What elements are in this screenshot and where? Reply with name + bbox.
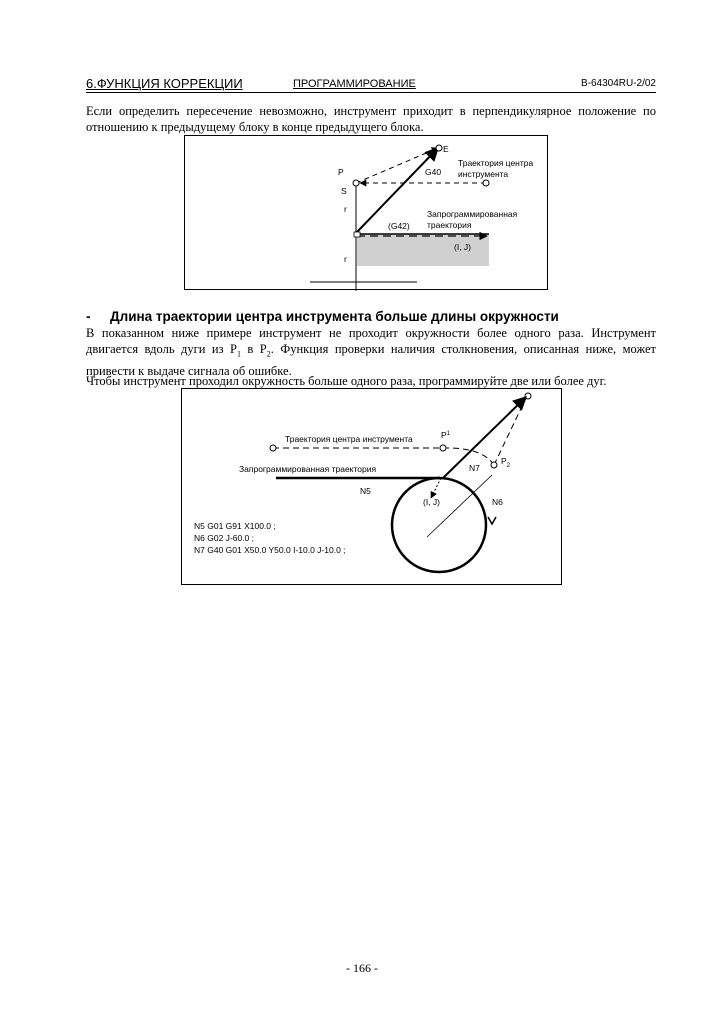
label-ij: (I, J) [423,497,440,507]
chapter-title: 6.ФУНКЦИЯ КОРРЕКЦИИ [86,76,243,91]
paragraph-intersection: Если определить пересечение невозможно, инструмент приходит в перпендикулярное положение по отношению к предыдущему блоку в конце предыдущего блока. [86,104,656,134]
programmed-circle [392,478,486,572]
program-line-n6: N6 G02 J-60.0 ; [194,533,255,543]
n7-move-arrow [443,397,526,478]
paragraph2-part3: . Функция проверки наличия столкновения, описанная ниже, может привести к выдаче сигнала об ошибке. [86,342,656,378]
label-r-lower: r [344,254,347,264]
label-programmed-line1: Запрограммированная [427,209,518,219]
program-line-n5: N5 G01 G91 X100.0 ; [194,521,276,531]
section-heading [86,309,656,324]
page-header [86,76,656,93]
figure-circle-path [181,388,562,585]
figure1-drawing [185,136,549,291]
paragraph2-part2: в P [240,342,267,356]
label-tool-center-line1: Траектория центра [458,158,534,168]
paragraph-arc-example [86,325,656,379]
point-p-marker [353,180,359,186]
label-ij: (I, J) [454,242,471,252]
label-p1: $P^1$ [441,430,451,440]
label-tool-center: Траектория центра инструмента [285,434,413,444]
label-g42: (G42) [388,221,410,231]
label-r-upper: r [344,204,347,214]
p1-subscript: 1 [236,349,241,359]
figure2-drawing [182,389,563,586]
g40-move-arrow [357,148,438,232]
circle-direction-arrow [488,517,496,524]
label-programmed: Запрограммированная траектория [239,464,377,474]
label-g40: G40 [425,167,442,177]
section-title: ПРОГРАММИРОВАНИЕ [293,78,416,90]
paragraph2-part1: В показанном ниже примере инструмент не проходит окружности более одного раза. Инструмент двигается вдоль дуги из P [86,326,656,356]
point-e-marker [436,145,442,151]
label-n7: N7 [469,463,480,473]
label-p: P [338,167,344,177]
tool-center-dashed-to-e [356,148,438,183]
figure-perpendicular-position [184,135,548,290]
point-p1-marker [440,445,446,451]
label-programmed-line2: траектория [427,220,472,230]
label-p2: $P_2$ [501,456,511,469]
tool-center-end-marker [483,180,489,186]
tool-center-dashed-to-end [494,398,526,465]
label-n6: N6 [492,497,503,507]
ij-vector-arrow [431,478,441,498]
document-code: B-64304RU-2/02 [580,78,656,89]
point-p2-marker [491,462,497,468]
heading-title: Длина траектории центра инструмента больше длины окружности [110,309,559,324]
program-line-n7: N7 G40 G01 X50.0 Y50.0 I-10.0 J-10.0 ; [194,545,346,555]
p2-subscript: 2 [266,349,271,359]
heading-dash: - [86,309,91,324]
label-n5: N5 [360,486,371,496]
tool-center-start-marker [270,445,276,451]
corner-marker [354,232,360,237]
label-s: S [341,186,347,196]
page-number: - 166 - [346,961,378,975]
label-tool-center-line2: инструмента [458,169,509,179]
label-e: E [443,144,449,154]
paragraph-two-arcs: Чтобы инструмент проходил окружность больше одного раза, программируйте две или более дуг. [86,374,607,388]
